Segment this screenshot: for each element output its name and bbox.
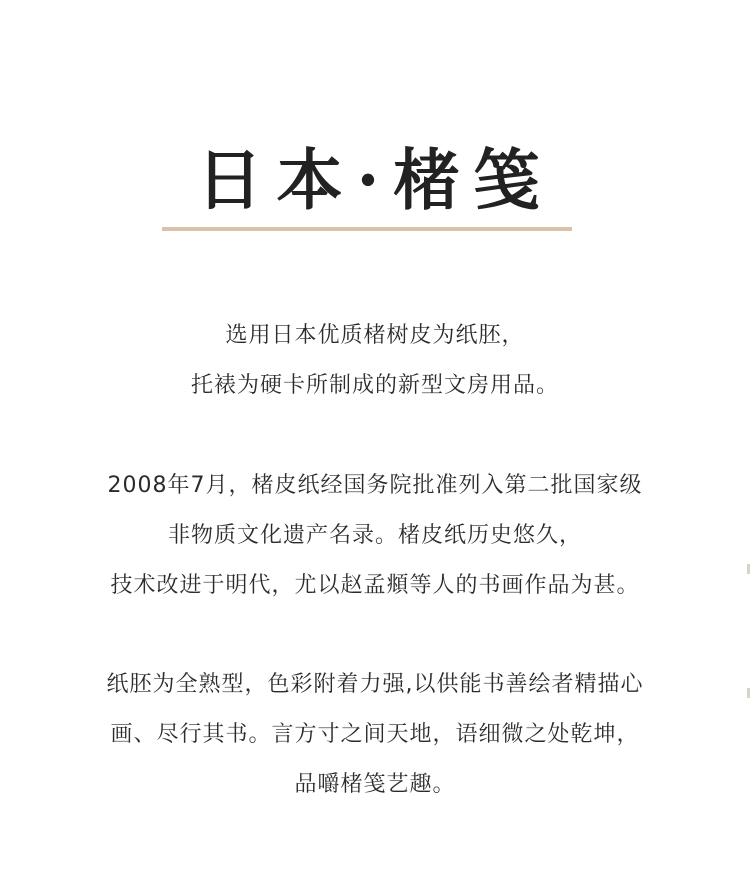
text-line: 选用日本优质楮树皮为纸胚， — [225, 323, 525, 348]
text-line: 品嚼楮笺艺趣。 — [294, 772, 456, 797]
title-underline — [162, 227, 572, 231]
text-line: 纸胚为全熟型，色彩附着力强,以供能书善绘者精描心 — [106, 672, 644, 697]
text-line: 非物质文化遗产名录。楮皮纸历史悠久， — [167, 523, 582, 548]
intro-paragraph — [0, 311, 750, 411]
page-title: 日本·楮笺 — [196, 141, 554, 219]
text-line: 托裱为硬卡所制成的新型文房用品。 — [190, 373, 559, 398]
text-line: 2008年7月，楮皮纸经国务院批准列入第二批国家级 — [107, 473, 643, 498]
feature-paragraph — [0, 660, 750, 810]
history-paragraph — [0, 461, 750, 611]
text-line: 画、尽行其书。言方寸之间天地，语细微之处乾坤， — [110, 722, 640, 747]
text-line: 技术改进于明代，尤以赵孟頫等人的书画作品为甚。 — [110, 573, 640, 598]
